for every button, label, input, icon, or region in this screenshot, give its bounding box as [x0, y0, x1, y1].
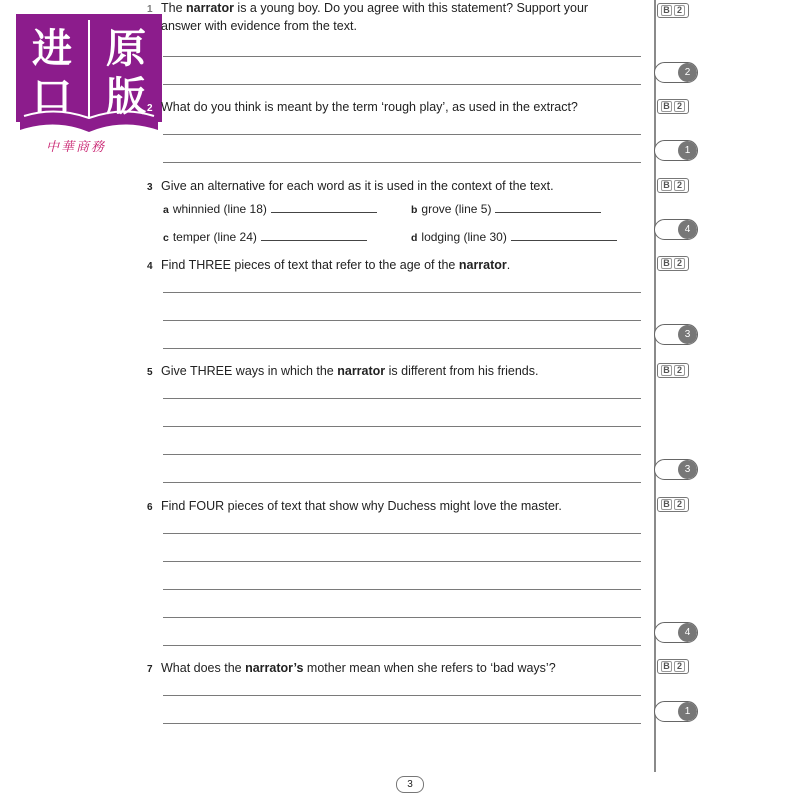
- answer-line[interactable]: [163, 348, 641, 349]
- logo-char-3: 口: [32, 74, 72, 120]
- answer-blank[interactable]: [261, 239, 367, 241]
- question-2: 2 What do you think is meant by the term ‘rough play’, as used in the extract?: [147, 99, 617, 117]
- sub-item-d: d lodging (line 30): [411, 230, 617, 244]
- skill-badge-icon: B 2: [657, 497, 689, 512]
- marks-box[interactable]: 3: [654, 459, 698, 480]
- answer-line[interactable]: [163, 134, 641, 135]
- question-1: 1 The narrator is a young boy. Do you agree with this statement? Support your answer with evidence from the text.: [147, 1, 589, 33]
- answer-line[interactable]: [163, 533, 641, 534]
- answer-line[interactable]: [163, 320, 641, 321]
- marks-box[interactable]: 3: [654, 324, 698, 345]
- skill-badge-icon: B 2: [657, 3, 689, 18]
- question-number: 2: [147, 103, 153, 114]
- answer-line[interactable]: [163, 426, 641, 427]
- question-number: 7: [147, 664, 153, 675]
- logo-char-4: 版: [106, 74, 146, 120]
- answer-line[interactable]: [163, 56, 641, 57]
- answer-blank[interactable]: [495, 211, 601, 213]
- question-number: 4: [147, 261, 153, 272]
- question-6: 6 Find FOUR pieces of text that show why Duchess might love the master.: [147, 498, 617, 516]
- skill-badge-icon: B 2: [657, 659, 689, 674]
- answer-line[interactable]: [163, 617, 641, 618]
- answer-line[interactable]: [163, 723, 641, 724]
- answer-line[interactable]: [163, 292, 641, 293]
- answer-line[interactable]: [163, 645, 641, 646]
- answer-line[interactable]: [163, 398, 641, 399]
- answer-line[interactable]: [163, 695, 641, 696]
- sub-item-b: b grove (line 5): [411, 202, 601, 216]
- logo-char-1: 进: [32, 26, 72, 72]
- marks-box[interactable]: 4: [654, 622, 698, 643]
- question-4: 4 Find THREE pieces of text that refer to the age of the narrator.: [147, 257, 617, 275]
- question-number: 6: [147, 502, 153, 513]
- skill-badge-icon: B 2: [657, 363, 689, 378]
- page-number: 3: [396, 776, 424, 793]
- answer-line[interactable]: [163, 454, 641, 455]
- question-5: 5 Give THREE ways in which the narrator is different from his friends.: [147, 363, 617, 381]
- logo-subtitle: 中華商務: [46, 140, 107, 155]
- answer-line[interactable]: [163, 162, 641, 163]
- marks-box[interactable]: 4: [654, 219, 698, 240]
- question-7: 7 What does the narrator’s mother mean when she refers to ‘bad ways’?: [147, 660, 617, 678]
- marks-box[interactable]: 2: [654, 62, 698, 83]
- answer-line[interactable]: [163, 589, 641, 590]
- sub-item-a: a whinnied (line 18): [163, 202, 377, 216]
- logo-char-2: 原: [106, 26, 146, 72]
- question-3: 3 Give an alternative for each word as it is used in the context of the text.: [147, 178, 617, 196]
- skill-badge-icon: B 2: [657, 178, 689, 193]
- question-number: 3: [147, 182, 153, 193]
- answer-blank[interactable]: [271, 211, 377, 213]
- publisher-logo: [16, 14, 162, 132]
- sub-item-c: c temper (line 24): [163, 230, 367, 244]
- question-number: 1: [147, 4, 153, 15]
- margin-rule: [654, 0, 656, 772]
- answer-line[interactable]: [163, 84, 641, 85]
- skill-badge-icon: B 2: [657, 99, 689, 114]
- answer-line[interactable]: [163, 561, 641, 562]
- answer-blank[interactable]: [511, 239, 617, 241]
- marks-box[interactable]: 1: [654, 701, 698, 722]
- skill-badge-icon: B 2: [657, 256, 689, 271]
- marks-box[interactable]: 1: [654, 140, 698, 161]
- question-number: 5: [147, 367, 153, 378]
- answer-line[interactable]: [163, 482, 641, 483]
